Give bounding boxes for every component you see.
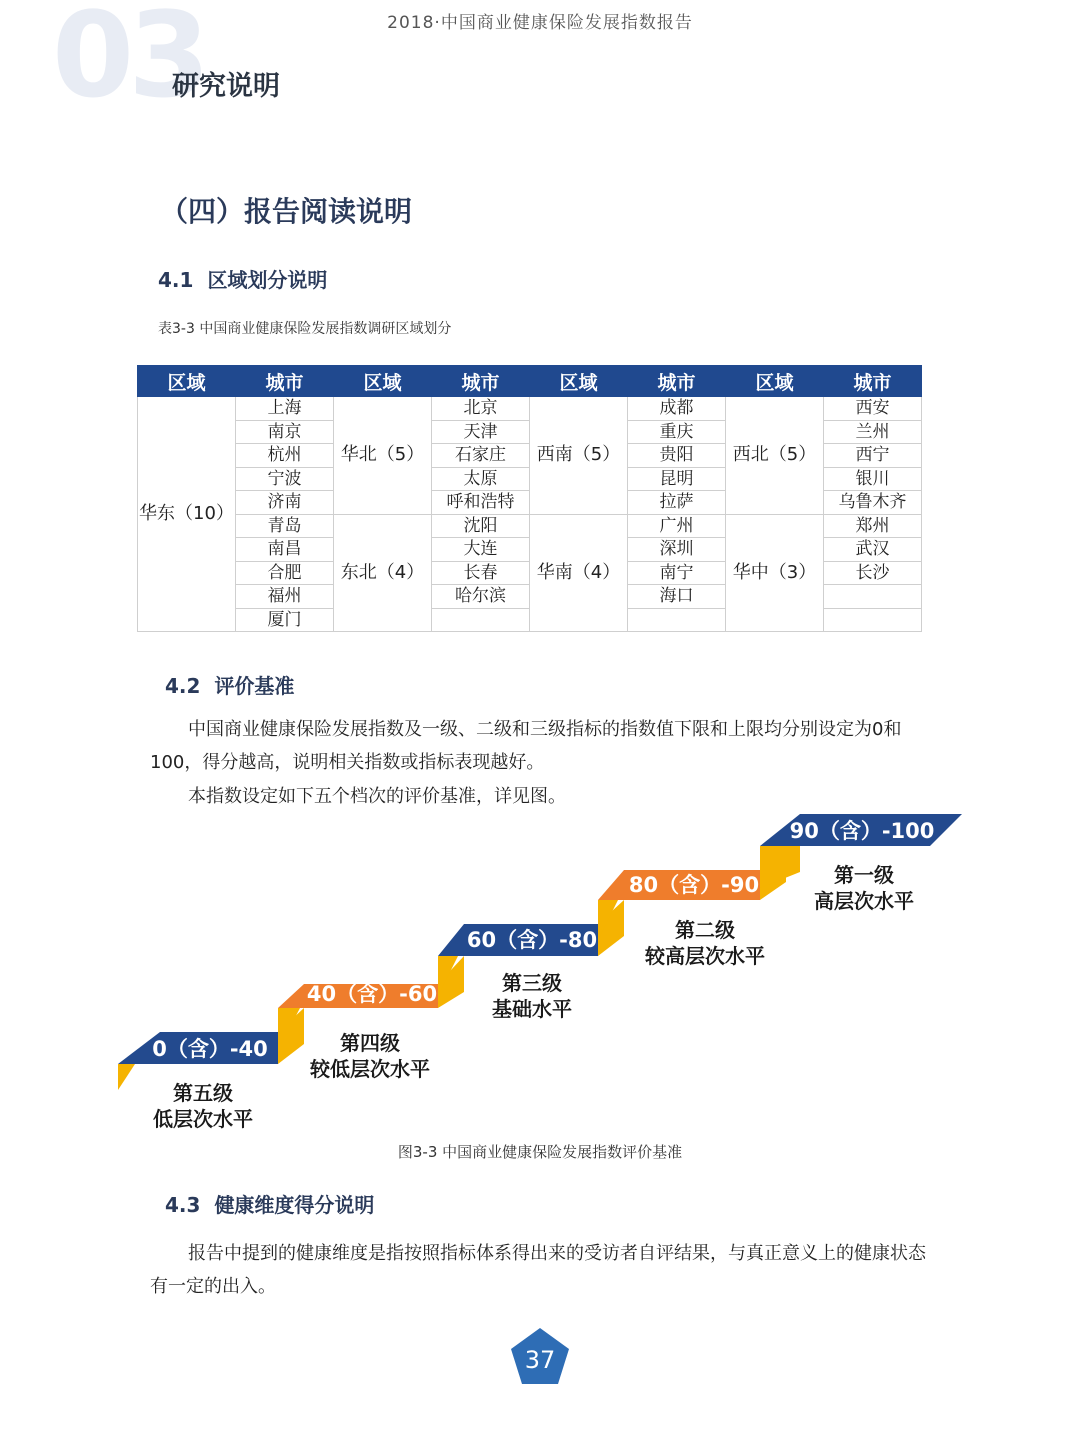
city-cell: 沈阳: [432, 514, 530, 538]
subsection-title: 评价基准: [214, 674, 295, 698]
evaluation-stair-diagram: [0, 800, 1080, 1140]
city-cell: 武汉: [824, 538, 922, 562]
city-cell: 南京: [236, 420, 334, 444]
region-table: [137, 365, 922, 632]
level-name: 第一级: [834, 863, 894, 887]
region-cell: 华南（4）: [530, 514, 628, 632]
table-row: [138, 397, 922, 421]
level-name: 第四级: [340, 1031, 400, 1055]
city-cell: 广州: [628, 514, 726, 538]
table-caption: 表3-3 中国商业健康保险发展指数调研区域划分: [158, 321, 452, 337]
chapter-title: 研究说明: [172, 71, 280, 102]
header-cell: 区域: [138, 366, 236, 397]
city-cell: 郑州: [824, 514, 922, 538]
city-cell: 南宁: [628, 561, 726, 585]
empty-cell: [432, 608, 530, 632]
level-name: 第二级: [675, 918, 735, 942]
step-shadow: [118, 1064, 135, 1090]
subsection-heading-4-2: [165, 670, 294, 699]
header-cell: 城市: [628, 366, 726, 397]
city-cell empty-cell: [824, 585, 922, 609]
level-desc: 较高层次水平: [645, 944, 765, 968]
city-cell: 杭州: [236, 444, 334, 468]
city-cell: 石家庄: [432, 444, 530, 468]
region-cell: 西北（5）: [726, 397, 824, 515]
level-desc: 较低层次水平: [310, 1057, 430, 1081]
subsection-title: 区域划分说明: [207, 268, 328, 292]
region-cell: 华东（10）: [138, 397, 236, 632]
report-header: 2018·中国商业健康保险发展指数报告: [387, 13, 693, 33]
subsection-heading-4-1: [158, 264, 327, 293]
paragraph-health-dimension: 报告中提到的健康维度是指按照指标体系得出来的受访者自评结果，与真正意义上的健康状态有一定的出入。: [150, 1243, 926, 1297]
level-desc: 高层次水平: [814, 889, 914, 913]
city-cell: 拉萨: [628, 491, 726, 515]
level-desc: 低层次水平: [153, 1107, 253, 1131]
level-desc: 基础水平: [492, 997, 572, 1021]
city-cell: 北京: [432, 397, 530, 421]
city-cell: 哈尔滨: [432, 585, 530, 609]
range-label: 80（含）-90: [628, 873, 760, 897]
range-label: 40（含）-60: [306, 982, 438, 1006]
range-label: 90（含）-100: [789, 819, 935, 843]
section-title: （四）报告阅读说明: [160, 195, 413, 228]
region-cell: 东北（4）: [334, 514, 432, 632]
table-header-row: [138, 366, 922, 397]
city-cell: 乌鲁木齐: [824, 491, 922, 515]
city-cell: 济南: [236, 491, 334, 515]
subsection-number: 4.1: [158, 268, 194, 292]
range-label: 60（含）-80: [466, 928, 598, 952]
city-cell: 深圳: [628, 538, 726, 562]
subsection-number: 4.2: [165, 674, 201, 698]
table-row: [138, 514, 922, 538]
city-cell: 贵阳: [628, 444, 726, 468]
city-cell: 厦门: [236, 608, 334, 632]
header-cell: 区域: [530, 366, 628, 397]
empty-cell: [628, 608, 726, 632]
city-cell: 合肥: [236, 561, 334, 585]
city-cell: 大连: [432, 538, 530, 562]
city-cell: 重庆: [628, 420, 726, 444]
empty-cell: [824, 608, 922, 632]
subsection-number: 4.3: [165, 1193, 201, 1217]
level-name: 第三级: [502, 971, 562, 995]
figure-caption: 图3-3 中国商业健康保险发展指数评价基准: [397, 1143, 683, 1161]
city-cell: 福州: [236, 585, 334, 609]
city-cell: 青岛: [236, 514, 334, 538]
page-number: 37: [524, 1346, 556, 1374]
header-cell: 城市: [236, 366, 334, 397]
header-cell: 城市: [432, 366, 530, 397]
subsection-heading-4-3: [165, 1189, 374, 1218]
header-cell: 区域: [334, 366, 432, 397]
city-cell: 成都: [628, 397, 726, 421]
city-cell: 上海: [236, 397, 334, 421]
region-cell: 华中（3）: [726, 514, 824, 632]
city-cell: 长春: [432, 561, 530, 585]
city-cell: 海口: [628, 585, 726, 609]
header-cell: 城市: [824, 366, 922, 397]
city-cell: 太原: [432, 467, 530, 491]
paragraph-evaluation-1: 中国商业健康保险发展指数及一级、二级和三级指标的指数值下限和上限均分别设定为0和100，得分越高，说明相关指数或指标表现越好。: [150, 719, 902, 773]
city-cell: 西安: [824, 397, 922, 421]
level-name: 第五级: [173, 1081, 233, 1105]
city-cell: 昆明: [628, 467, 726, 491]
range-label: 0（含）-40: [152, 1037, 268, 1061]
city-cell: 南昌: [236, 538, 334, 562]
header-cell: 区域: [726, 366, 824, 397]
paragraph-evaluation-2: 本指数设定如下五个档次的评价基准，详见图。: [188, 786, 566, 807]
region-cell: 西南（5）: [530, 397, 628, 515]
city-cell: 兰州: [824, 420, 922, 444]
city-cell: 长沙: [824, 561, 922, 585]
city-cell: 天津: [432, 420, 530, 444]
region-cell: 华北（5）: [334, 397, 432, 515]
city-cell: 呼和浩特: [432, 491, 530, 515]
city-cell: 银川: [824, 467, 922, 491]
page-number-badge: [509, 1326, 571, 1388]
chapter-number: 03: [52, 0, 205, 124]
city-cell: 宁波: [236, 467, 334, 491]
subsection-title: 健康维度得分说明: [214, 1193, 375, 1217]
city-cell: 西宁: [824, 444, 922, 468]
